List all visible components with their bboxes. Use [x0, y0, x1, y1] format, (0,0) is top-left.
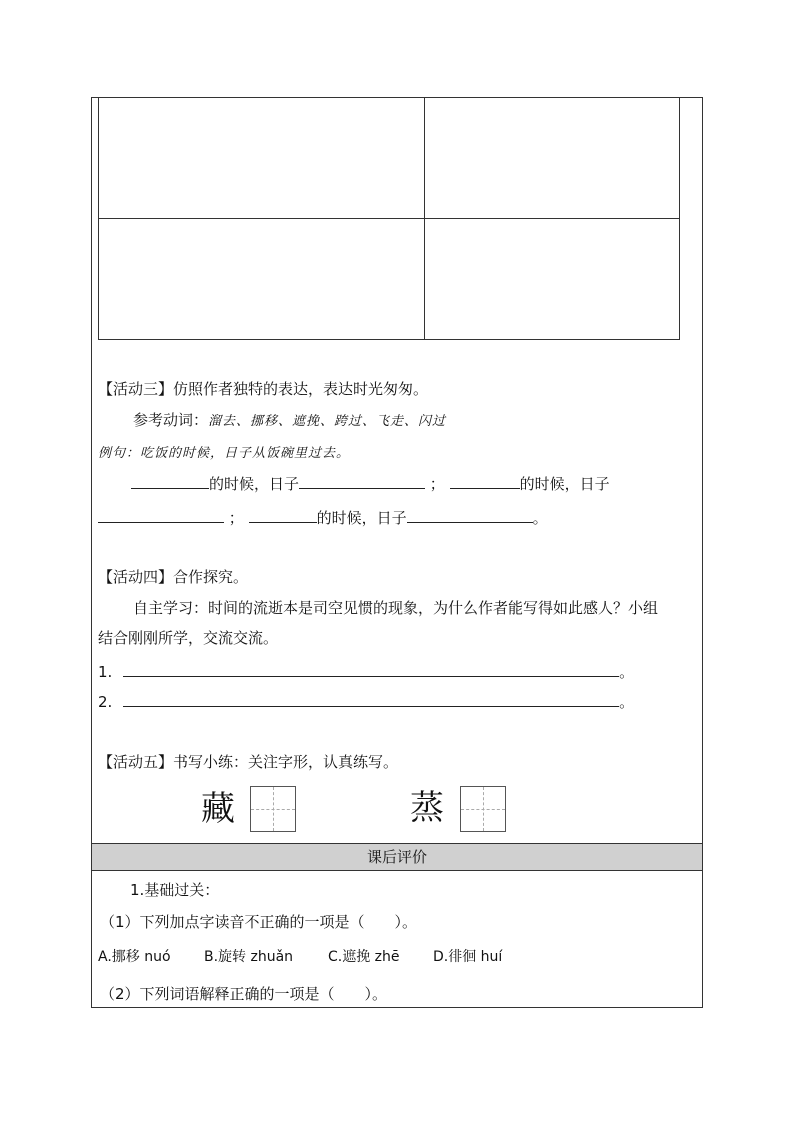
item2-number: 2. — [98, 693, 113, 711]
activity3-ref-verbs — [133, 409, 446, 430]
ref-verbs-label: 参考动词： — [133, 411, 209, 429]
fill-text-2: 的时候，日子 — [519, 475, 610, 493]
answer-line-1[interactable] — [123, 660, 619, 677]
evaluation-header: 课后评价 — [92, 843, 702, 871]
period-1: 。 — [532, 509, 548, 527]
activity4-line1: 自主学习：时间的流逝本是司空见惯的现象，为什么作者能写得如此感人？小组 — [133, 599, 659, 617]
option-c[interactable]: C.遮挽 zhē — [328, 949, 400, 965]
practice-grid-2[interactable] — [460, 786, 506, 832]
period-2: 。 — [619, 663, 635, 681]
practice-grid-1[interactable] — [250, 786, 296, 832]
semicolon-2: ； — [228, 509, 244, 527]
option-a[interactable]: A.挪移 nuó — [98, 949, 171, 965]
period-3: 。 — [619, 693, 635, 711]
activity4-item2 — [98, 690, 634, 712]
item1-number: 1. — [98, 663, 113, 681]
blank-4[interactable] — [98, 506, 224, 523]
activity3-fill-row1 — [131, 472, 610, 494]
question-1: （1）下列加点字读音不正确的一项是（ ）。 — [100, 913, 418, 931]
grid-guide-h — [251, 809, 295, 810]
table-divider-horizontal — [99, 218, 679, 219]
answer-table — [98, 97, 680, 340]
grid-guide-h — [461, 809, 505, 810]
answer-line-2[interactable] — [123, 690, 619, 707]
activity3-title: 【活动三】仿照作者独特的表达，表达时光匆匆。 — [98, 380, 429, 398]
question-1-options — [98, 946, 502, 966]
model-character-2: 蒸 — [410, 788, 444, 828]
model-character-1: 藏 — [201, 789, 235, 829]
fill-text-3: 的时候，日子 — [316, 509, 407, 527]
basic-label: 1.基础过关： — [130, 881, 220, 899]
activity4-item1 — [98, 660, 634, 682]
blank-6[interactable] — [407, 506, 533, 523]
ref-verbs-list: 溜去、挪移、遮挽、跨过、飞走、闪过 — [208, 414, 447, 429]
blank-3[interactable] — [450, 472, 520, 489]
activity3-fill-row2 — [98, 506, 548, 528]
blank-2[interactable] — [299, 472, 425, 489]
activity5-title: 【活动五】书写小练：关注字形，认真练写。 — [98, 753, 399, 771]
question-2: （2）下列词语解释正确的一项是（ ）。 — [100, 985, 388, 1003]
activity3-example: 例句：吃饭的时候，日子从饭碗里过去。 — [98, 446, 351, 461]
option-b[interactable]: B.旋转 zhuǎn — [204, 949, 294, 965]
semicolon-1: ； — [429, 475, 445, 493]
blank-1[interactable] — [131, 472, 209, 489]
activity4-line2: 结合刚刚所学，交流交流。 — [98, 629, 279, 647]
fill-text-1: 的时候，日子 — [209, 475, 300, 493]
activity4-title: 【活动四】合作探究。 — [98, 568, 249, 586]
blank-5[interactable] — [249, 506, 317, 523]
option-d[interactable]: D.徘徊 huí — [433, 949, 503, 965]
